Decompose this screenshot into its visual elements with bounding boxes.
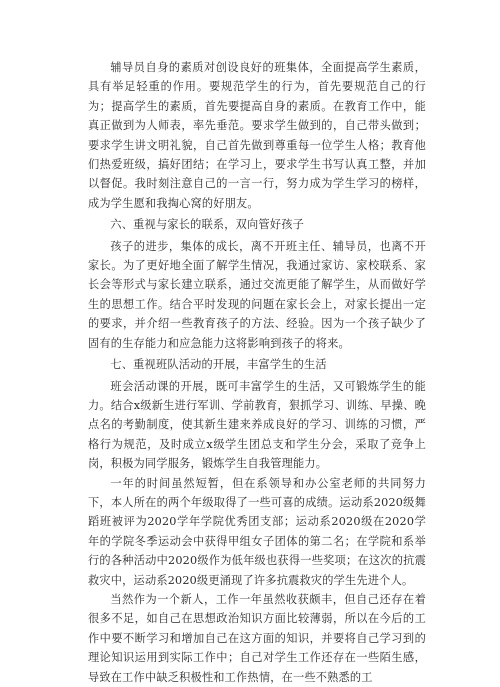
paragraph-advisor-quality: 辅导员自身的素质对创设良好的班集体，全面提高学生素质，具有举足轻重的作用。要规范学生的行为，首先要规范自己的行为；提高学生的素质，首先要提高自身的素质。在教育工作中，能真正做到为人师表，率先垂范。要求学生做到的，自己带头做到；要求学生讲文明礼貌，自己首先做到尊重每一位学生人格；教育他们热爱班级，搞好团结；在学习上，要求学生书写认真工整，并加以督促。我时刻注意自己的一言一行，努力成为学生学习的榜样，成为学生愿和我掏心窝的好朋友。: [88, 61, 426, 210]
paragraph-class-activities: 班会活动课的开展，既可丰富学生的生活，又可锻炼学生的能力。结合x级新生进行军训、学前教育，狠抓学习、训练、早操、晚点名的考勤制度，使其新生建来养成良好的学习、训练的习惯，严格行为规范，及时成立x级学生团总支和学生分会，采取了竞争上岗，积极为同学服务，锻炼学生自我管理能力。: [88, 379, 426, 471]
section-heading-parent-contact: 六、重视与家长的联系，双向管好孩子: [110, 218, 304, 232]
paragraph-parent-contact: 孩子的进步，集体的成长，离不开班主任、辅导员，也离不开家长。为了更好地全面了解学生情况，我通过家访、家校联系、家长会等形式与家长建立联系，通过交流更能了解学生，从而做好学生的思想工作。结合平时发现的问题在家长会上，对家长提出一定的要求，并介绍一些教育孩子的方法、经验。因为一个孩子缺少了固有的生存能力和应急能力这将影响到孩子的将来。: [88, 239, 426, 350]
paragraph-achievements: 一年的时间虽然短暂，但在系领导和办公室老师的共同努力下，本人所在的两个年级取得了一些可喜的成绩。运动系2020级舞蹈班被评为2020学年学院优秀团支部；运动系2020级在2020学年的学院冬季运动会中获得甲组女子团体的第二名；在学院和系举行的各种活动中2020级作为低年级也获得一些奖项；在这次的抗震救灾中，运动系2020级更涌现了许多抗震救灾的学生先进个人。: [88, 476, 426, 587]
paragraph-shortcomings: 当然作为一个新人，工作一年虽然收获颇丰，但自己还存在着很多不足，如自己在思想政治知识方面比较薄弱，所以在今后的工作中要不断学习和增加自己在这方面的知识，并要将自己学习到的理论知识运用到实际工作中；自己对学生工作还存在一些陌生感，导致在工作中缺乏积极性和工作热情，在一些不熟悉的工: [88, 592, 426, 684]
document-body: [88, 58, 426, 687]
section-heading-class-activities: 七、重视班队活动的开展，丰富学生的生活: [110, 358, 327, 372]
